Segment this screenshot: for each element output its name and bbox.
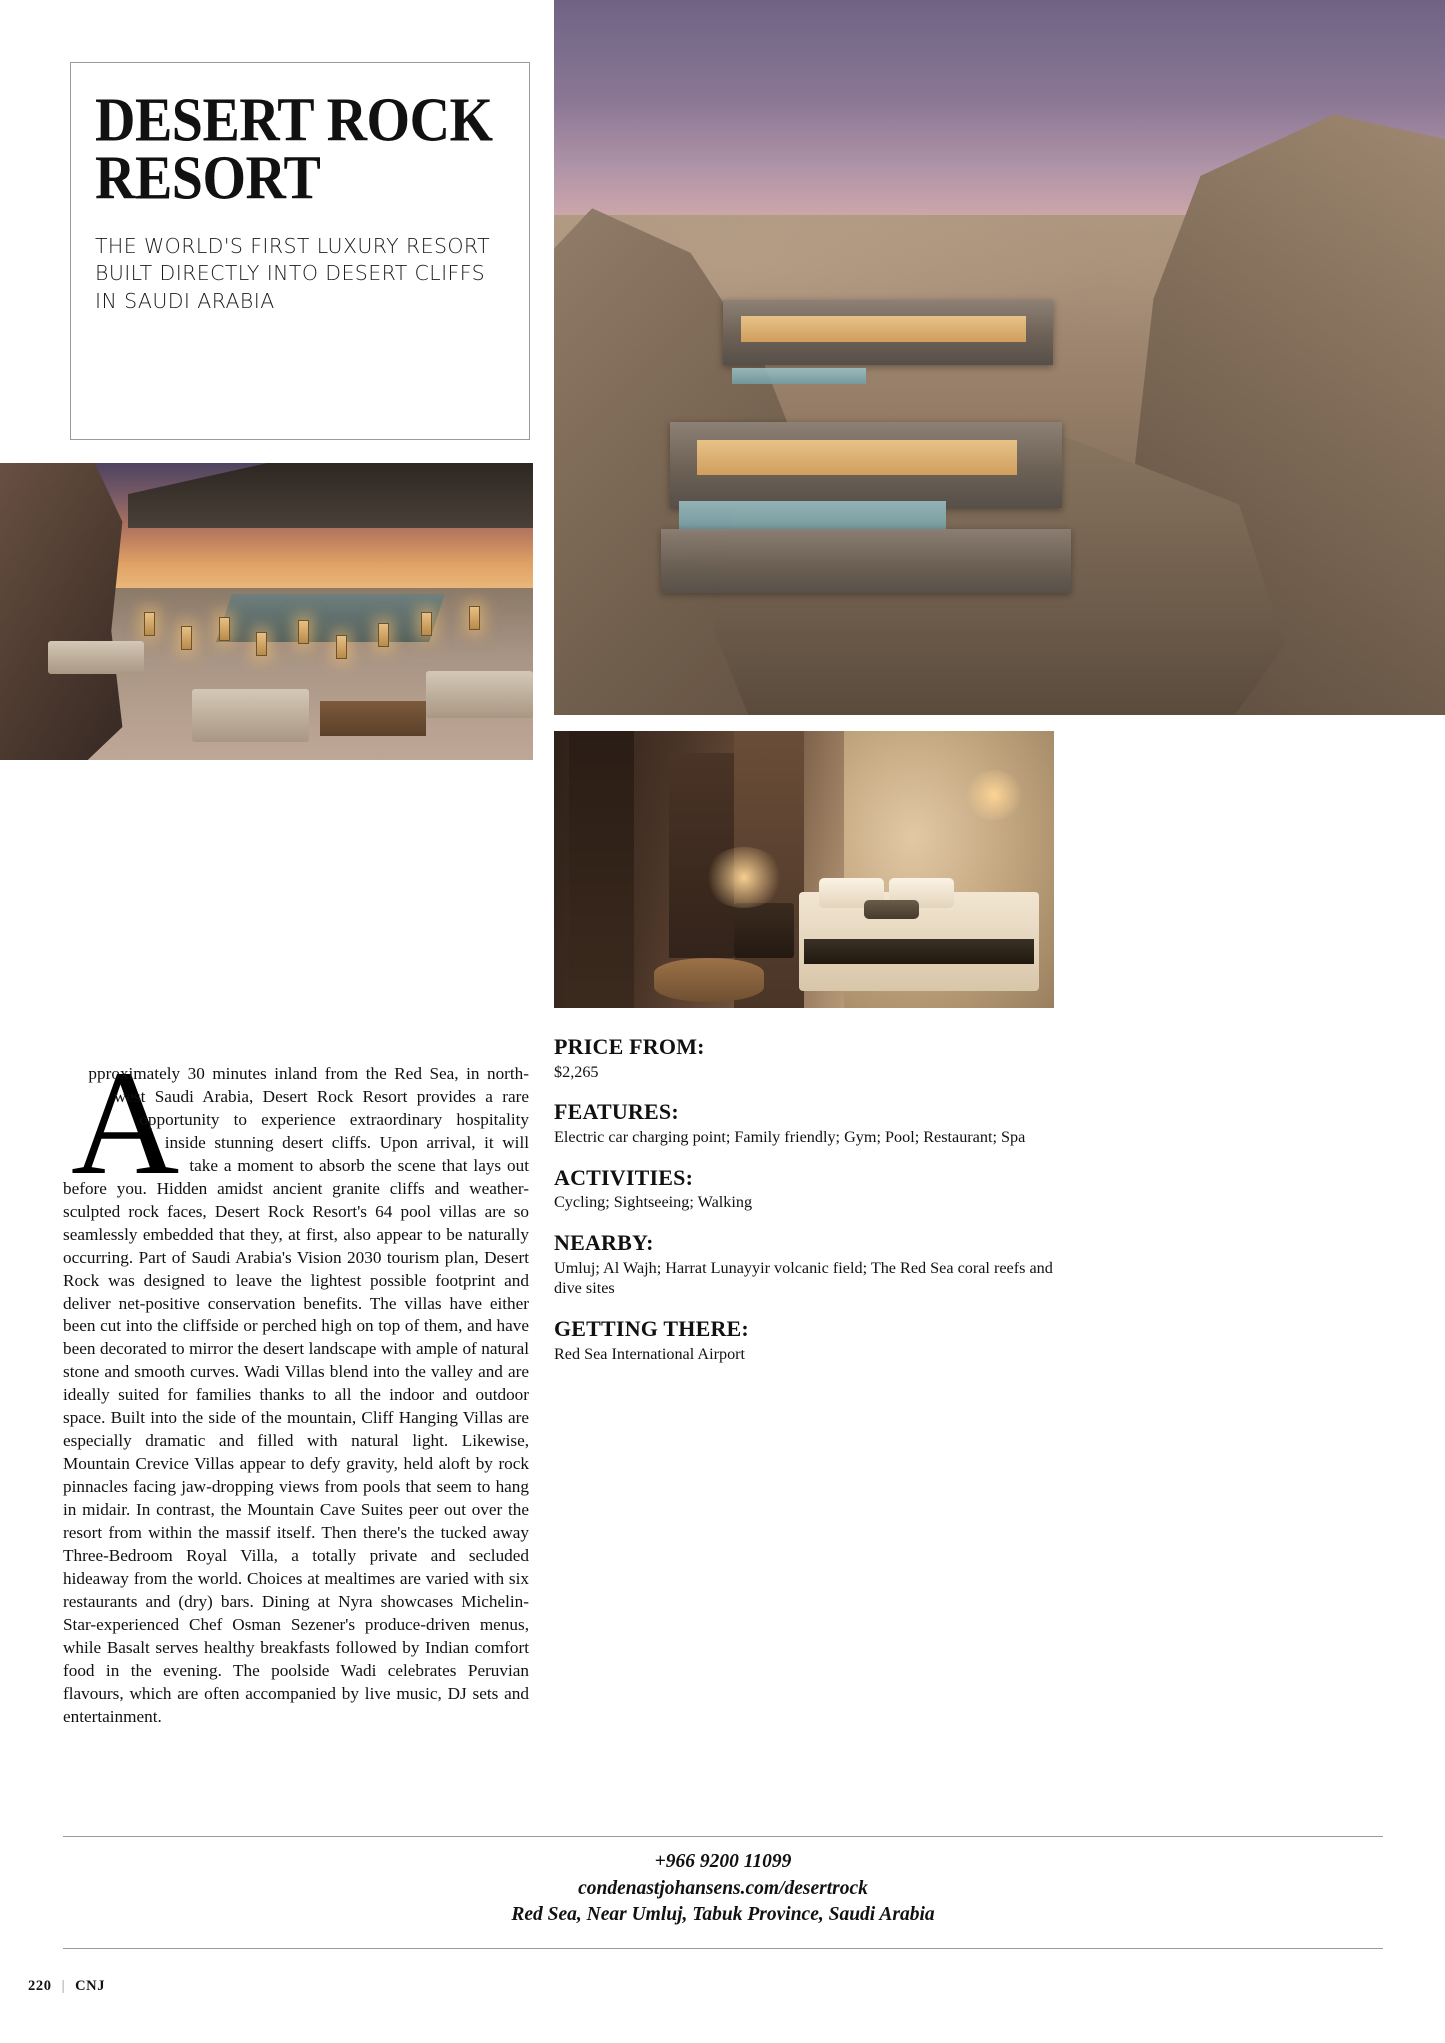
fact-value: Electric car charging point; Family friendly; Gym; Pool; Restaurant; Spa — [554, 1127, 1026, 1146]
title-box — [70, 62, 530, 440]
hero-photo — [554, 0, 1445, 715]
terrace-lounger — [426, 671, 533, 719]
fact-value: Cycling; Sightseeing; Walking — [554, 1193, 753, 1212]
bedroom-bed-runner — [804, 939, 1034, 964]
standfirst: THE WORLD'S FIRST LUXURY RESORT BUILT DIRECTLY INTO DESERT CLIFFS IN SAUDI ARABIA — [95, 234, 491, 313]
terrace-photo — [0, 463, 533, 760]
headline-line-2: RESORT — [95, 143, 321, 214]
contact-address: Red Sea, Near Umluj, Tabuk Province, Saudi Arabia — [511, 1904, 935, 1926]
headline-line-1: DESERT ROCK — [95, 85, 493, 155]
page-number: 220 — [28, 1978, 52, 1994]
terrace-side-table — [320, 701, 427, 737]
fact-label: FEATURES: — [554, 1099, 679, 1125]
bedroom-lamp-glow — [704, 847, 784, 908]
terrace-rock-face — [0, 463, 128, 760]
terrace-lantern — [336, 635, 347, 659]
hero-villa-upper-glass — [741, 316, 1026, 342]
terrace-lantern — [144, 612, 155, 636]
fact-value: Red Sea International Airport — [554, 1344, 746, 1363]
fact-value: $2,265 — [554, 1062, 599, 1081]
fact-nearby — [554, 1231, 1054, 1299]
hero-villa-upper-pool — [732, 368, 866, 384]
terrace-daybed — [48, 641, 144, 674]
bedroom-wardrobe-panel — [569, 731, 634, 1008]
fact-block — [554, 1035, 1054, 1383]
fact-getting-there — [554, 1317, 1054, 1364]
terrace-armchair — [192, 689, 309, 742]
drop-cap: A — [71, 1040, 180, 1206]
terrace-lantern — [378, 623, 389, 647]
folio — [28, 1978, 105, 1995]
terrace-lantern — [181, 626, 192, 650]
hero-villa-lower-glass — [697, 440, 1018, 476]
fact-activities — [554, 1166, 1054, 1213]
hero-villa-lower-pool — [679, 501, 946, 531]
footer-rule-bottom — [63, 1948, 1383, 1949]
article-body — [63, 1040, 529, 1729]
terrace-lantern — [256, 632, 267, 656]
fact-label: PRICE FROM: — [554, 1034, 705, 1059]
contact-website[interactable]: condenastjohansens.com/desertrock — [578, 1877, 868, 1899]
contact-block — [63, 1849, 1383, 1929]
fact-price-from — [554, 1035, 1054, 1082]
folio-separator: | — [61, 1978, 66, 1994]
fact-features — [554, 1100, 1054, 1147]
bedroom-photo — [554, 731, 1054, 1008]
fact-value: Umluj; Al Wajh; Harrat Lunayyir volcanic field; The Red Sea coral reefs and dive sites — [554, 1258, 1053, 1298]
fact-label: GETTING THERE: — [554, 1316, 749, 1342]
page-title — [95, 85, 503, 214]
terrace-lantern — [469, 606, 480, 630]
bedroom-coffee-table — [654, 958, 764, 1002]
fact-label: ACTIVITIES: — [554, 1164, 694, 1190]
terrace-pool — [216, 594, 445, 642]
title-inner — [71, 63, 529, 315]
terrace-lantern — [219, 617, 230, 641]
hero-villa-lower-base — [661, 529, 1071, 593]
terrace-lantern — [421, 612, 432, 636]
body-paragraph: pproximately 30 minutes inland from the Red Sea, in north-west Saudi Arabia, Desert Rock Resort provides a rare opportunity to experience extraordinary hospitality inside stunning desert cliffs. Upon arrival, it will take a moment to absorb the scene that lays out before you. Hidden amidst ancient granite cliffs and weather-sculpted rock faces, Desert Rock Resort's 64 pool villas are so seamlessly embedded that they, at first, also appear to be naturally occurring. Part of Saudi Arabia's Vision 2030 tourism plan, Desert Rock was designed to leave the lightest possible footprint and deliver net-positive conservation benefits. The villas have either been cut into the cliffside or perched high on top of them, and have been decorated to mirror the desert landscape with ample of natural stone and smooth curves. Wadi Villas blend into the valley and are ideally suited for families thanks to all the indoor and outdoor space. Built into the side of the mountain, Cliff Hanging Villas are especially dramatic and filled with natural light. Likewise, Mountain Crevice Villas appear to defy gravity, held aloft by rock pinnacles facing jaw-dropping views from pools that seem to hang in midair. In contrast, the Mountain Cave Suites peer out over the resort from within the massif itself. Then there's the tucked away Three-Bedroom Royal Villa, a totally private and secluded hideaway from the world. Choices at mealtimes are varied with six restaurants and (dry) bars. Dining at Nyra showcases Michelin-Star-experienced Chef Osman Sezener's produce-driven menus, while Basalt serves healthy breakfasts followed by Indian comfort food in the evening. The poolside Wadi celebrates Peruvian flavours, which are often accompanied by live music, DJ sets and entertainment. — [63, 1064, 529, 1726]
fact-label: NEARBY: — [554, 1230, 654, 1256]
bedroom-pendant-glow — [964, 770, 1024, 820]
footer-rule-top — [63, 1836, 1383, 1837]
publication-mark: CNJ — [75, 1978, 106, 1994]
bedroom-nightstand — [734, 903, 794, 958]
contact-phone: +966 9200 11099 — [654, 1851, 792, 1872]
bedroom-cushion — [864, 900, 919, 919]
terrace-lantern — [298, 620, 309, 644]
